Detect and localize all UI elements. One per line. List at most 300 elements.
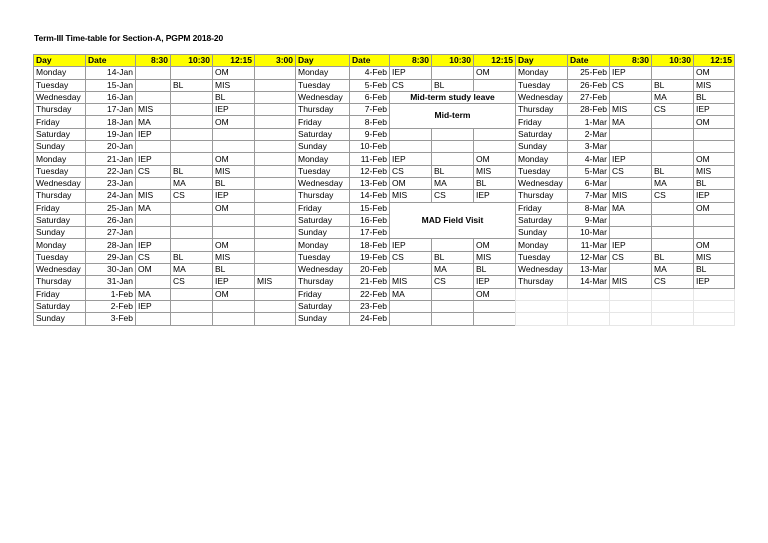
course-cell — [171, 91, 213, 103]
empty-row — [516, 288, 735, 300]
course-cell — [255, 190, 296, 202]
course-cell: IEP — [610, 67, 652, 79]
course-cell — [255, 104, 296, 116]
course-cell: IEP — [390, 67, 432, 79]
course-cell — [255, 141, 296, 153]
header-slot-3: 12:15 — [474, 55, 516, 67]
course-cell — [136, 313, 171, 325]
day-cell: Sunday — [34, 313, 86, 325]
course-cell: BL — [171, 251, 213, 263]
date-cell: 16-Jan — [86, 91, 136, 103]
empty-cell — [568, 288, 610, 300]
table-row — [34, 104, 296, 116]
date-cell: 25-Feb — [568, 67, 610, 79]
course-cell: MIS — [255, 276, 296, 288]
timetable-block-1 — [33, 54, 296, 326]
day-cell: Monday — [34, 67, 86, 79]
date-cell: 11-Mar — [568, 239, 610, 251]
course-cell — [694, 214, 735, 226]
date-cell: 12-Mar — [568, 251, 610, 263]
course-cell: OM — [474, 153, 516, 165]
course-cell: OM — [474, 288, 516, 300]
course-cell: MIS — [213, 165, 255, 177]
day-cell: Saturday — [296, 214, 350, 226]
date-cell: 1-Feb — [86, 288, 136, 300]
course-cell: MA — [171, 177, 213, 189]
date-cell: 21-Feb — [350, 276, 390, 288]
date-cell: 10-Feb — [350, 141, 390, 153]
course-cell — [432, 67, 474, 79]
day-cell: Sunday — [516, 141, 568, 153]
day-cell: Saturday — [516, 128, 568, 140]
header-slot-1: 8:30 — [390, 55, 432, 67]
day-cell: Wednesday — [516, 177, 568, 189]
date-cell: 21-Jan — [86, 153, 136, 165]
day-cell: Saturday — [34, 214, 86, 226]
table-row — [34, 313, 296, 325]
course-cell: IEP — [474, 190, 516, 202]
table-row — [516, 264, 735, 276]
empty-cell — [516, 288, 568, 300]
day-cell: Monday — [296, 153, 350, 165]
course-cell: MIS — [610, 190, 652, 202]
empty-cell — [516, 300, 568, 312]
table-row — [34, 79, 296, 91]
day-cell: Monday — [34, 239, 86, 251]
table-row — [296, 313, 516, 325]
table-row — [34, 141, 296, 153]
course-cell: CS — [171, 190, 213, 202]
day-cell: Monday — [296, 239, 350, 251]
course-cell: BL — [694, 264, 735, 276]
course-cell — [213, 300, 255, 312]
table-row — [34, 276, 296, 288]
day-cell: Wednesday — [296, 177, 350, 189]
table-row — [516, 276, 735, 288]
table-row — [516, 190, 735, 202]
course-cell: BL — [694, 91, 735, 103]
course-cell: MA — [652, 264, 694, 276]
date-cell: 4-Feb — [350, 67, 390, 79]
table-row — [34, 288, 296, 300]
course-cell — [136, 79, 171, 91]
course-cell — [255, 264, 296, 276]
merged-note-cell: MAD Field Visit — [390, 202, 516, 239]
header-slot-1: 8:30 — [136, 55, 171, 67]
course-cell — [610, 227, 652, 239]
date-cell: 9-Feb — [350, 128, 390, 140]
course-cell — [136, 276, 171, 288]
course-cell: OM — [213, 239, 255, 251]
course-cell: CS — [390, 251, 432, 263]
table-row — [296, 202, 516, 214]
course-cell — [652, 239, 694, 251]
date-cell: 28-Feb — [568, 104, 610, 116]
merged-note-cell: Mid-term study leave — [390, 91, 516, 103]
course-cell — [390, 313, 432, 325]
course-cell — [171, 227, 213, 239]
course-cell: OM — [694, 116, 735, 128]
course-cell — [652, 153, 694, 165]
course-cell — [255, 116, 296, 128]
empty-cell — [694, 300, 735, 312]
course-cell: IEP — [136, 239, 171, 251]
course-cell — [255, 67, 296, 79]
course-cell: CS — [652, 190, 694, 202]
day-cell: Thursday — [516, 190, 568, 202]
course-cell: BL — [213, 177, 255, 189]
table-row — [34, 190, 296, 202]
course-cell: IEP — [694, 104, 735, 116]
course-cell — [255, 165, 296, 177]
course-cell: BL — [432, 79, 474, 91]
day-cell: Friday — [296, 288, 350, 300]
course-cell: CS — [136, 165, 171, 177]
table-row — [516, 116, 735, 128]
date-cell: 14-Mar — [568, 276, 610, 288]
course-cell: BL — [652, 79, 694, 91]
table-row — [516, 214, 735, 226]
day-cell: Saturday — [34, 300, 86, 312]
course-cell — [432, 153, 474, 165]
course-cell — [432, 313, 474, 325]
course-cell — [171, 116, 213, 128]
course-cell: OM — [694, 153, 735, 165]
course-cell — [213, 214, 255, 226]
course-cell — [171, 67, 213, 79]
course-cell: MA — [432, 177, 474, 189]
table-row — [516, 79, 735, 91]
table-row — [296, 288, 516, 300]
course-cell: CS — [610, 79, 652, 91]
course-cell: MA — [136, 116, 171, 128]
course-cell: CS — [390, 165, 432, 177]
course-cell: CS — [390, 79, 432, 91]
date-cell: 20-Jan — [86, 141, 136, 153]
date-cell: 2-Feb — [86, 300, 136, 312]
course-cell — [432, 300, 474, 312]
course-cell — [136, 141, 171, 153]
day-cell: Friday — [34, 288, 86, 300]
course-cell: IEP — [694, 190, 735, 202]
date-cell: 15-Feb — [350, 202, 390, 214]
day-cell: Tuesday — [516, 79, 568, 91]
course-cell — [171, 300, 213, 312]
course-cell: CS — [432, 190, 474, 202]
day-cell: Sunday — [516, 227, 568, 239]
table-row — [296, 190, 516, 202]
table-row — [34, 67, 296, 79]
course-cell: MIS — [136, 104, 171, 116]
date-cell: 2-Mar — [568, 128, 610, 140]
date-cell: 7-Feb — [350, 104, 390, 116]
course-cell: MIS — [390, 190, 432, 202]
header-day: Day — [34, 55, 86, 67]
course-cell: BL — [474, 177, 516, 189]
course-cell: IEP — [213, 276, 255, 288]
course-cell — [610, 177, 652, 189]
table-row — [296, 300, 516, 312]
course-cell: MIS — [694, 165, 735, 177]
table-row — [34, 91, 296, 103]
date-cell: 14-Feb — [350, 190, 390, 202]
course-cell: OM — [213, 67, 255, 79]
day-cell: Monday — [516, 67, 568, 79]
course-cell: MA — [652, 177, 694, 189]
day-cell: Friday — [296, 116, 350, 128]
course-cell — [255, 300, 296, 312]
header-slot-2: 10:30 — [171, 55, 213, 67]
course-cell: IEP — [136, 153, 171, 165]
table-row — [296, 104, 516, 116]
date-cell: 17-Feb — [350, 227, 390, 239]
date-cell: 13-Feb — [350, 177, 390, 189]
header-row — [34, 55, 296, 67]
table-row — [296, 91, 516, 103]
empty-row — [516, 313, 735, 325]
date-cell: 23-Feb — [350, 300, 390, 312]
course-cell — [171, 202, 213, 214]
day-cell: Friday — [34, 116, 86, 128]
table-row — [34, 264, 296, 276]
date-cell: 16-Feb — [350, 214, 390, 226]
date-cell: 6-Mar — [568, 177, 610, 189]
course-cell — [652, 116, 694, 128]
day-cell: Sunday — [34, 227, 86, 239]
table-row — [296, 276, 516, 288]
table-row — [296, 128, 516, 140]
course-cell — [610, 91, 652, 103]
table-row — [296, 165, 516, 177]
day-cell: Thursday — [296, 276, 350, 288]
course-cell: BL — [171, 165, 213, 177]
day-cell: Monday — [296, 67, 350, 79]
date-cell: 25-Jan — [86, 202, 136, 214]
date-cell: 24-Feb — [350, 313, 390, 325]
day-cell: Sunday — [34, 141, 86, 153]
course-cell — [255, 202, 296, 214]
table-row — [516, 239, 735, 251]
course-cell — [610, 141, 652, 153]
course-cell — [136, 67, 171, 79]
course-cell: OM — [694, 67, 735, 79]
date-cell: 22-Jan — [86, 165, 136, 177]
course-cell — [432, 141, 474, 153]
day-cell: Wednesday — [296, 91, 350, 103]
course-cell — [255, 128, 296, 140]
header-slot-3: 12:15 — [213, 55, 255, 67]
course-cell — [171, 239, 213, 251]
day-cell: Wednesday — [34, 177, 86, 189]
table-row — [34, 177, 296, 189]
course-cell: OM — [474, 67, 516, 79]
date-cell: 27-Jan — [86, 227, 136, 239]
course-cell — [474, 79, 516, 91]
table-row — [34, 227, 296, 239]
date-cell: 7-Mar — [568, 190, 610, 202]
course-cell: MIS — [136, 190, 171, 202]
course-cell: MIS — [610, 276, 652, 288]
day-cell: Wednesday — [516, 91, 568, 103]
date-cell: 6-Feb — [350, 91, 390, 103]
day-cell: Saturday — [34, 128, 86, 140]
course-cell — [694, 141, 735, 153]
timetable-block-3 — [515, 54, 735, 326]
table-row — [296, 239, 516, 251]
course-cell — [136, 91, 171, 103]
merged-note-cell: Mid-term — [390, 104, 516, 129]
table-row — [296, 79, 516, 91]
day-cell: Thursday — [34, 104, 86, 116]
course-cell: MIS — [474, 165, 516, 177]
date-cell: 8-Feb — [350, 116, 390, 128]
course-cell: OM — [213, 116, 255, 128]
course-cell: MA — [136, 202, 171, 214]
table-row — [34, 128, 296, 140]
course-cell: IEP — [390, 153, 432, 165]
course-cell — [171, 214, 213, 226]
date-cell: 9-Mar — [568, 214, 610, 226]
day-cell: Thursday — [516, 276, 568, 288]
course-cell: CS — [652, 104, 694, 116]
empty-cell — [568, 300, 610, 312]
date-cell: 10-Mar — [568, 227, 610, 239]
day-cell: Tuesday — [296, 79, 350, 91]
course-cell: MA — [136, 288, 171, 300]
course-cell — [255, 227, 296, 239]
table-row — [516, 251, 735, 263]
course-cell: IEP — [610, 153, 652, 165]
course-cell: MA — [652, 91, 694, 103]
course-cell: IEP — [390, 239, 432, 251]
day-cell: Saturday — [516, 214, 568, 226]
course-cell: CS — [136, 251, 171, 263]
course-cell — [610, 264, 652, 276]
header-date: Date — [568, 55, 610, 67]
table-row — [516, 202, 735, 214]
course-cell: OM — [694, 202, 735, 214]
course-cell — [255, 91, 296, 103]
course-cell: MA — [390, 288, 432, 300]
course-cell: MIS — [390, 276, 432, 288]
course-cell — [255, 251, 296, 263]
course-cell — [652, 67, 694, 79]
course-cell — [610, 128, 652, 140]
course-cell — [171, 128, 213, 140]
date-cell: 23-Jan — [86, 177, 136, 189]
course-cell — [474, 128, 516, 140]
header-slot-3: 12:15 — [694, 55, 735, 67]
course-cell — [213, 227, 255, 239]
date-cell: 26-Feb — [568, 79, 610, 91]
course-cell: OM — [136, 264, 171, 276]
day-cell: Wednesday — [296, 264, 350, 276]
course-cell: OM — [390, 177, 432, 189]
course-cell — [432, 288, 474, 300]
course-cell: MIS — [213, 251, 255, 263]
course-cell: MA — [171, 264, 213, 276]
date-cell: 28-Jan — [86, 239, 136, 251]
table-row — [34, 202, 296, 214]
day-cell: Friday — [516, 116, 568, 128]
date-cell: 14-Jan — [86, 67, 136, 79]
course-cell: OM — [474, 239, 516, 251]
day-cell: Sunday — [296, 227, 350, 239]
table-row — [296, 67, 516, 79]
date-cell: 26-Jan — [86, 214, 136, 226]
day-cell: Wednesday — [34, 91, 86, 103]
date-cell: 27-Feb — [568, 91, 610, 103]
empty-cell — [694, 288, 735, 300]
course-cell — [171, 141, 213, 153]
empty-cell — [610, 313, 652, 325]
table-row — [516, 177, 735, 189]
table-row — [516, 227, 735, 239]
course-cell: BL — [694, 177, 735, 189]
date-cell: 13-Mar — [568, 264, 610, 276]
day-cell: Tuesday — [296, 165, 350, 177]
table-row — [34, 165, 296, 177]
header-slot-2: 10:30 — [652, 55, 694, 67]
course-cell: MIS — [694, 251, 735, 263]
course-cell: BL — [474, 264, 516, 276]
table-row — [34, 239, 296, 251]
header-slot-2: 10:30 — [432, 55, 474, 67]
day-cell: Wednesday — [516, 264, 568, 276]
header-day: Day — [296, 55, 350, 67]
course-cell: OM — [694, 239, 735, 251]
table-row — [34, 116, 296, 128]
course-cell: IEP — [213, 104, 255, 116]
course-cell — [474, 313, 516, 325]
table-row — [516, 67, 735, 79]
header-slot-1: 8:30 — [610, 55, 652, 67]
day-cell: Saturday — [296, 128, 350, 140]
table-row — [296, 141, 516, 153]
course-cell — [652, 128, 694, 140]
course-cell: BL — [432, 251, 474, 263]
course-cell: CS — [652, 276, 694, 288]
course-cell: IEP — [136, 300, 171, 312]
course-cell — [652, 202, 694, 214]
date-cell: 29-Jan — [86, 251, 136, 263]
course-cell: CS — [610, 165, 652, 177]
table-row — [296, 251, 516, 263]
course-cell: CS — [171, 276, 213, 288]
table-row — [34, 153, 296, 165]
date-cell: 5-Feb — [350, 79, 390, 91]
course-cell — [213, 313, 255, 325]
course-cell: IEP — [610, 239, 652, 251]
day-cell: Tuesday — [516, 251, 568, 263]
course-cell: BL — [652, 165, 694, 177]
page-title: Term-III Time-table for Section-A, PGPM 2018-20 — [34, 33, 224, 43]
day-cell: Thursday — [516, 104, 568, 116]
day-cell: Monday — [516, 239, 568, 251]
course-cell — [390, 264, 432, 276]
day-cell: Thursday — [34, 190, 86, 202]
day-cell: Tuesday — [34, 79, 86, 91]
day-cell: Thursday — [296, 104, 350, 116]
course-cell — [390, 141, 432, 153]
date-cell: 18-Feb — [350, 239, 390, 251]
header-date: Date — [86, 55, 136, 67]
course-cell — [171, 153, 213, 165]
course-cell — [255, 239, 296, 251]
day-cell: Sunday — [296, 141, 350, 153]
day-cell: Tuesday — [34, 165, 86, 177]
course-cell: IEP — [474, 276, 516, 288]
